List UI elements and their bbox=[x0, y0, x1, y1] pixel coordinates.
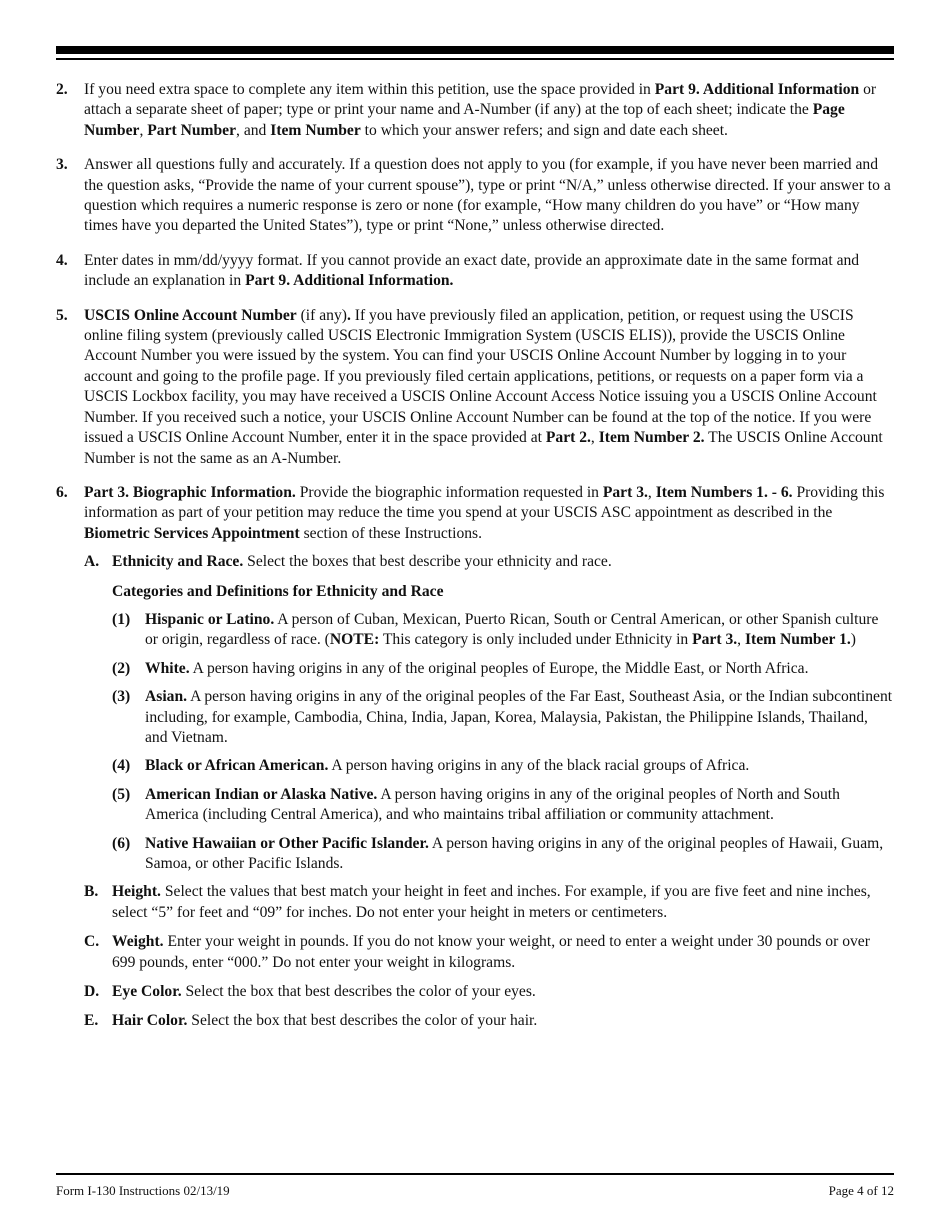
category-item bbox=[112, 785, 894, 826]
text-run: A person having origins in any of the original peoples of Hawaii, Guam, Samoa, or other Pacific Islands. bbox=[145, 834, 884, 872]
category-number: (3) bbox=[112, 688, 131, 706]
footer-page-number: Page 4 of 12 bbox=[828, 1183, 894, 1198]
instruction-item bbox=[56, 483, 894, 544]
bold-text-run: Hair Color. bbox=[112, 1012, 188, 1030]
text-run: section of these Instructions. bbox=[299, 524, 483, 542]
sub-item-height bbox=[84, 882, 894, 923]
bold-text-run: Item Numbers 1. - 6. bbox=[655, 483, 793, 501]
instruction-item bbox=[56, 80, 894, 141]
category-item bbox=[112, 610, 894, 651]
text-run: Enter dates in mm/dd/yyyy format. If you cannot provide an exact date, provide an approximate date in the same format and include an explanation in bbox=[84, 251, 860, 290]
item-text bbox=[84, 483, 894, 544]
bold-text-run: Biometric Services Appointment bbox=[84, 524, 300, 542]
text-run: The USCIS Online Account Number is not the same as an A-Number. bbox=[84, 429, 883, 467]
text-run: A person having origins in any of the original peoples of Europe, the Middle East, or North Africa. bbox=[189, 659, 809, 677]
bold-text-run: NOTE: bbox=[329, 631, 380, 649]
sub-item-ethnicity bbox=[84, 552, 894, 572]
sub-item-letter: C. bbox=[84, 933, 100, 951]
category-text bbox=[145, 687, 894, 748]
text-run: , and bbox=[236, 121, 271, 139]
instruction-item bbox=[56, 251, 894, 292]
bold-text-run: Height. bbox=[112, 883, 161, 901]
category-item bbox=[112, 687, 894, 748]
top-rule-thick bbox=[56, 46, 894, 54]
text-run: , bbox=[647, 483, 656, 501]
bold-text-run: Part 9. Additional Information bbox=[654, 81, 860, 98]
bold-text-run: Black or African American. bbox=[145, 757, 329, 775]
text-run: Enter your weight in pounds. If you do not know your weight, or need to enter a weight under 30 pounds or over 699 pounds, enter “000.” Do not enter your weight in kilograms. bbox=[112, 933, 870, 971]
bold-text-run: . bbox=[346, 306, 351, 324]
text-run: A person having origins in any of the black racial groups of Africa. bbox=[328, 757, 750, 775]
item-number: 4. bbox=[56, 251, 68, 269]
bold-text-run: Hispanic or Latino. bbox=[145, 610, 275, 628]
category-item bbox=[112, 659, 894, 679]
category-text bbox=[145, 610, 894, 651]
text-run: This category is only included under Ethnicity in bbox=[379, 631, 693, 649]
text-run: If you need extra space to complete any item within this petition, use the space provided in bbox=[84, 81, 655, 98]
text-run: A person of Cuban, Mexican, Puerto Rican, South or Central American, or other Spanish culture or origin, regardless of race. ( bbox=[145, 610, 879, 649]
sub-item-letter: E. bbox=[84, 1012, 99, 1030]
text-run: Provide the biographic information requested in bbox=[295, 483, 603, 501]
item-number: 3. bbox=[56, 156, 68, 174]
sub-item-text bbox=[112, 982, 894, 1002]
text-run: Select the boxes that best describe your ethnicity and race. bbox=[243, 553, 612, 571]
bold-text-run: Item Number 1. bbox=[744, 631, 851, 649]
category-number: (5) bbox=[112, 785, 131, 803]
instruction-item bbox=[56, 155, 894, 237]
text-run: A person having origins in any of the original peoples of North and South America (including Central America), and who maintains tribal affiliation or community attachment. bbox=[145, 785, 840, 824]
sub-item-text bbox=[112, 552, 894, 572]
bold-text-run: Eye Color. bbox=[112, 983, 182, 1001]
bold-text-run: White. bbox=[145, 659, 190, 677]
item-text bbox=[84, 306, 894, 469]
text-run: Select the values that best match your height in feet and inches. For example, if you are five feet and nine inches, select “5” for feet and “09” for inches. Do not enter your height in meters or centimeters. bbox=[112, 883, 871, 921]
bold-text-run: Part 9. Additional Information. bbox=[245, 272, 454, 290]
item-number: 5. bbox=[56, 306, 68, 324]
item-number: 6. bbox=[56, 483, 68, 501]
category-number: (2) bbox=[112, 659, 131, 677]
text-run: (if any) bbox=[296, 306, 347, 324]
text-run: Select the box that best describes the color of your hair. bbox=[187, 1012, 538, 1030]
category-text bbox=[145, 834, 894, 875]
bold-text-run: Part 2. bbox=[545, 429, 591, 447]
item-text bbox=[84, 80, 894, 141]
item-text bbox=[84, 251, 894, 292]
top-rule-thin bbox=[56, 58, 894, 60]
category-item bbox=[112, 834, 894, 875]
text-run: Answer all questions fully and accurately. If a question does not apply to you (for example, if you have never been married and the question asks, “Provide the name of your current spouse”), type or print “N/A,” unless otherwise directed. If your answer to a question which requires a numeric response is zero or none (for example, “How many children do you have” or “How many times have you departed the United States”), type or print “None,” unless otherwise directed. bbox=[84, 156, 891, 235]
bold-text-run: Item Number 2. bbox=[598, 429, 705, 447]
bold-text-run: Ethnicity and Race. bbox=[112, 553, 244, 571]
category-text bbox=[145, 756, 894, 776]
sub-item-weight bbox=[84, 932, 894, 973]
categories-heading: Categories and Definitions for Ethnicity and Race bbox=[112, 582, 444, 600]
category-number: (6) bbox=[112, 834, 131, 852]
text-run: , bbox=[737, 631, 745, 649]
bold-text-run: Page Number bbox=[84, 101, 845, 139]
sub-item-hair-color bbox=[84, 1011, 894, 1031]
text-run: Select the box that best describes the color of your eyes. bbox=[181, 983, 536, 1001]
text-run: , bbox=[590, 429, 599, 447]
instructions-body bbox=[56, 80, 894, 1041]
bold-text-run: Asian. bbox=[145, 688, 188, 706]
category-number: (4) bbox=[112, 757, 131, 775]
sub-item-letter: D. bbox=[84, 983, 100, 1001]
footer-rule bbox=[56, 1173, 894, 1175]
sub-item-letter: B. bbox=[84, 883, 99, 901]
sub-item-text bbox=[112, 932, 894, 973]
category-text bbox=[145, 785, 894, 826]
bold-text-run: Part Number bbox=[147, 121, 237, 139]
text-run: , bbox=[139, 121, 148, 139]
footer-form-id: Form I-130 Instructions 02/13/19 bbox=[56, 1183, 230, 1198]
bold-text-run: USCIS Online Account Number bbox=[84, 306, 297, 324]
category-item bbox=[112, 756, 894, 776]
bold-text-run: American Indian or Alaska Native. bbox=[145, 785, 378, 803]
bold-text-run: Part 3. bbox=[692, 631, 738, 649]
sub-item-text bbox=[112, 1011, 894, 1031]
bold-text-run: Part 3. Biographic Information. bbox=[84, 483, 296, 501]
text-run: or attach a separate sheet of paper; type or print your name and A-Number (if any) at the top of each sheet; indicate the bbox=[84, 81, 877, 119]
instruction-item bbox=[56, 306, 894, 469]
text-run: If you have previously filed an application, petition, or request using the USCIS online filing system (previously called USCIS Electronic Immigration System (USCIS ELIS)), provide the USCIS Online Account Number you were issued by the system. You can find your USCIS Online Account Number by logging in to your account and going to the profile page. If you previously filed certain applications, petitions, or requests on a paper form via a USCIS Lockbox facility, you may have received a USCIS Online Account Access Notice issuing you a USCIS Online Account Number. If you received such a notice, your USCIS Online Account Number can be found at the top of the notice. If you were issued a USCIS Online Account Number, enter it in the space provided at bbox=[84, 306, 877, 447]
category-text bbox=[145, 659, 894, 679]
bold-text-run: Weight. bbox=[112, 933, 164, 951]
item-text bbox=[84, 155, 894, 237]
text-run: Providing this information as part of your petition may reduce the time you spend at your USCIS ASC appointment as described in the bbox=[84, 483, 885, 522]
item-number: 2. bbox=[56, 81, 68, 98]
text-run: ) bbox=[850, 631, 856, 649]
bold-text-run: Part 3. bbox=[602, 483, 648, 501]
text-run: to which your answer refers; and sign and date each sheet. bbox=[360, 121, 728, 139]
sub-item-eye-color bbox=[84, 982, 894, 1002]
bold-text-run: Native Hawaiian or Other Pacific Islander. bbox=[145, 834, 429, 852]
category-number: (1) bbox=[112, 610, 131, 628]
text-run: A person having origins in any of the original peoples of the Far East, Southeast Asia, or the Indian subcontinent including, for example, Cambodia, China, India, Japan, Korea, Malaysia, Pakistan, the Philippine Islands, Thailand, and Vietnam. bbox=[145, 688, 893, 746]
bold-text-run: Item Number bbox=[270, 121, 361, 139]
sub-item-letter: A. bbox=[84, 553, 100, 571]
sub-item-text bbox=[112, 882, 894, 923]
